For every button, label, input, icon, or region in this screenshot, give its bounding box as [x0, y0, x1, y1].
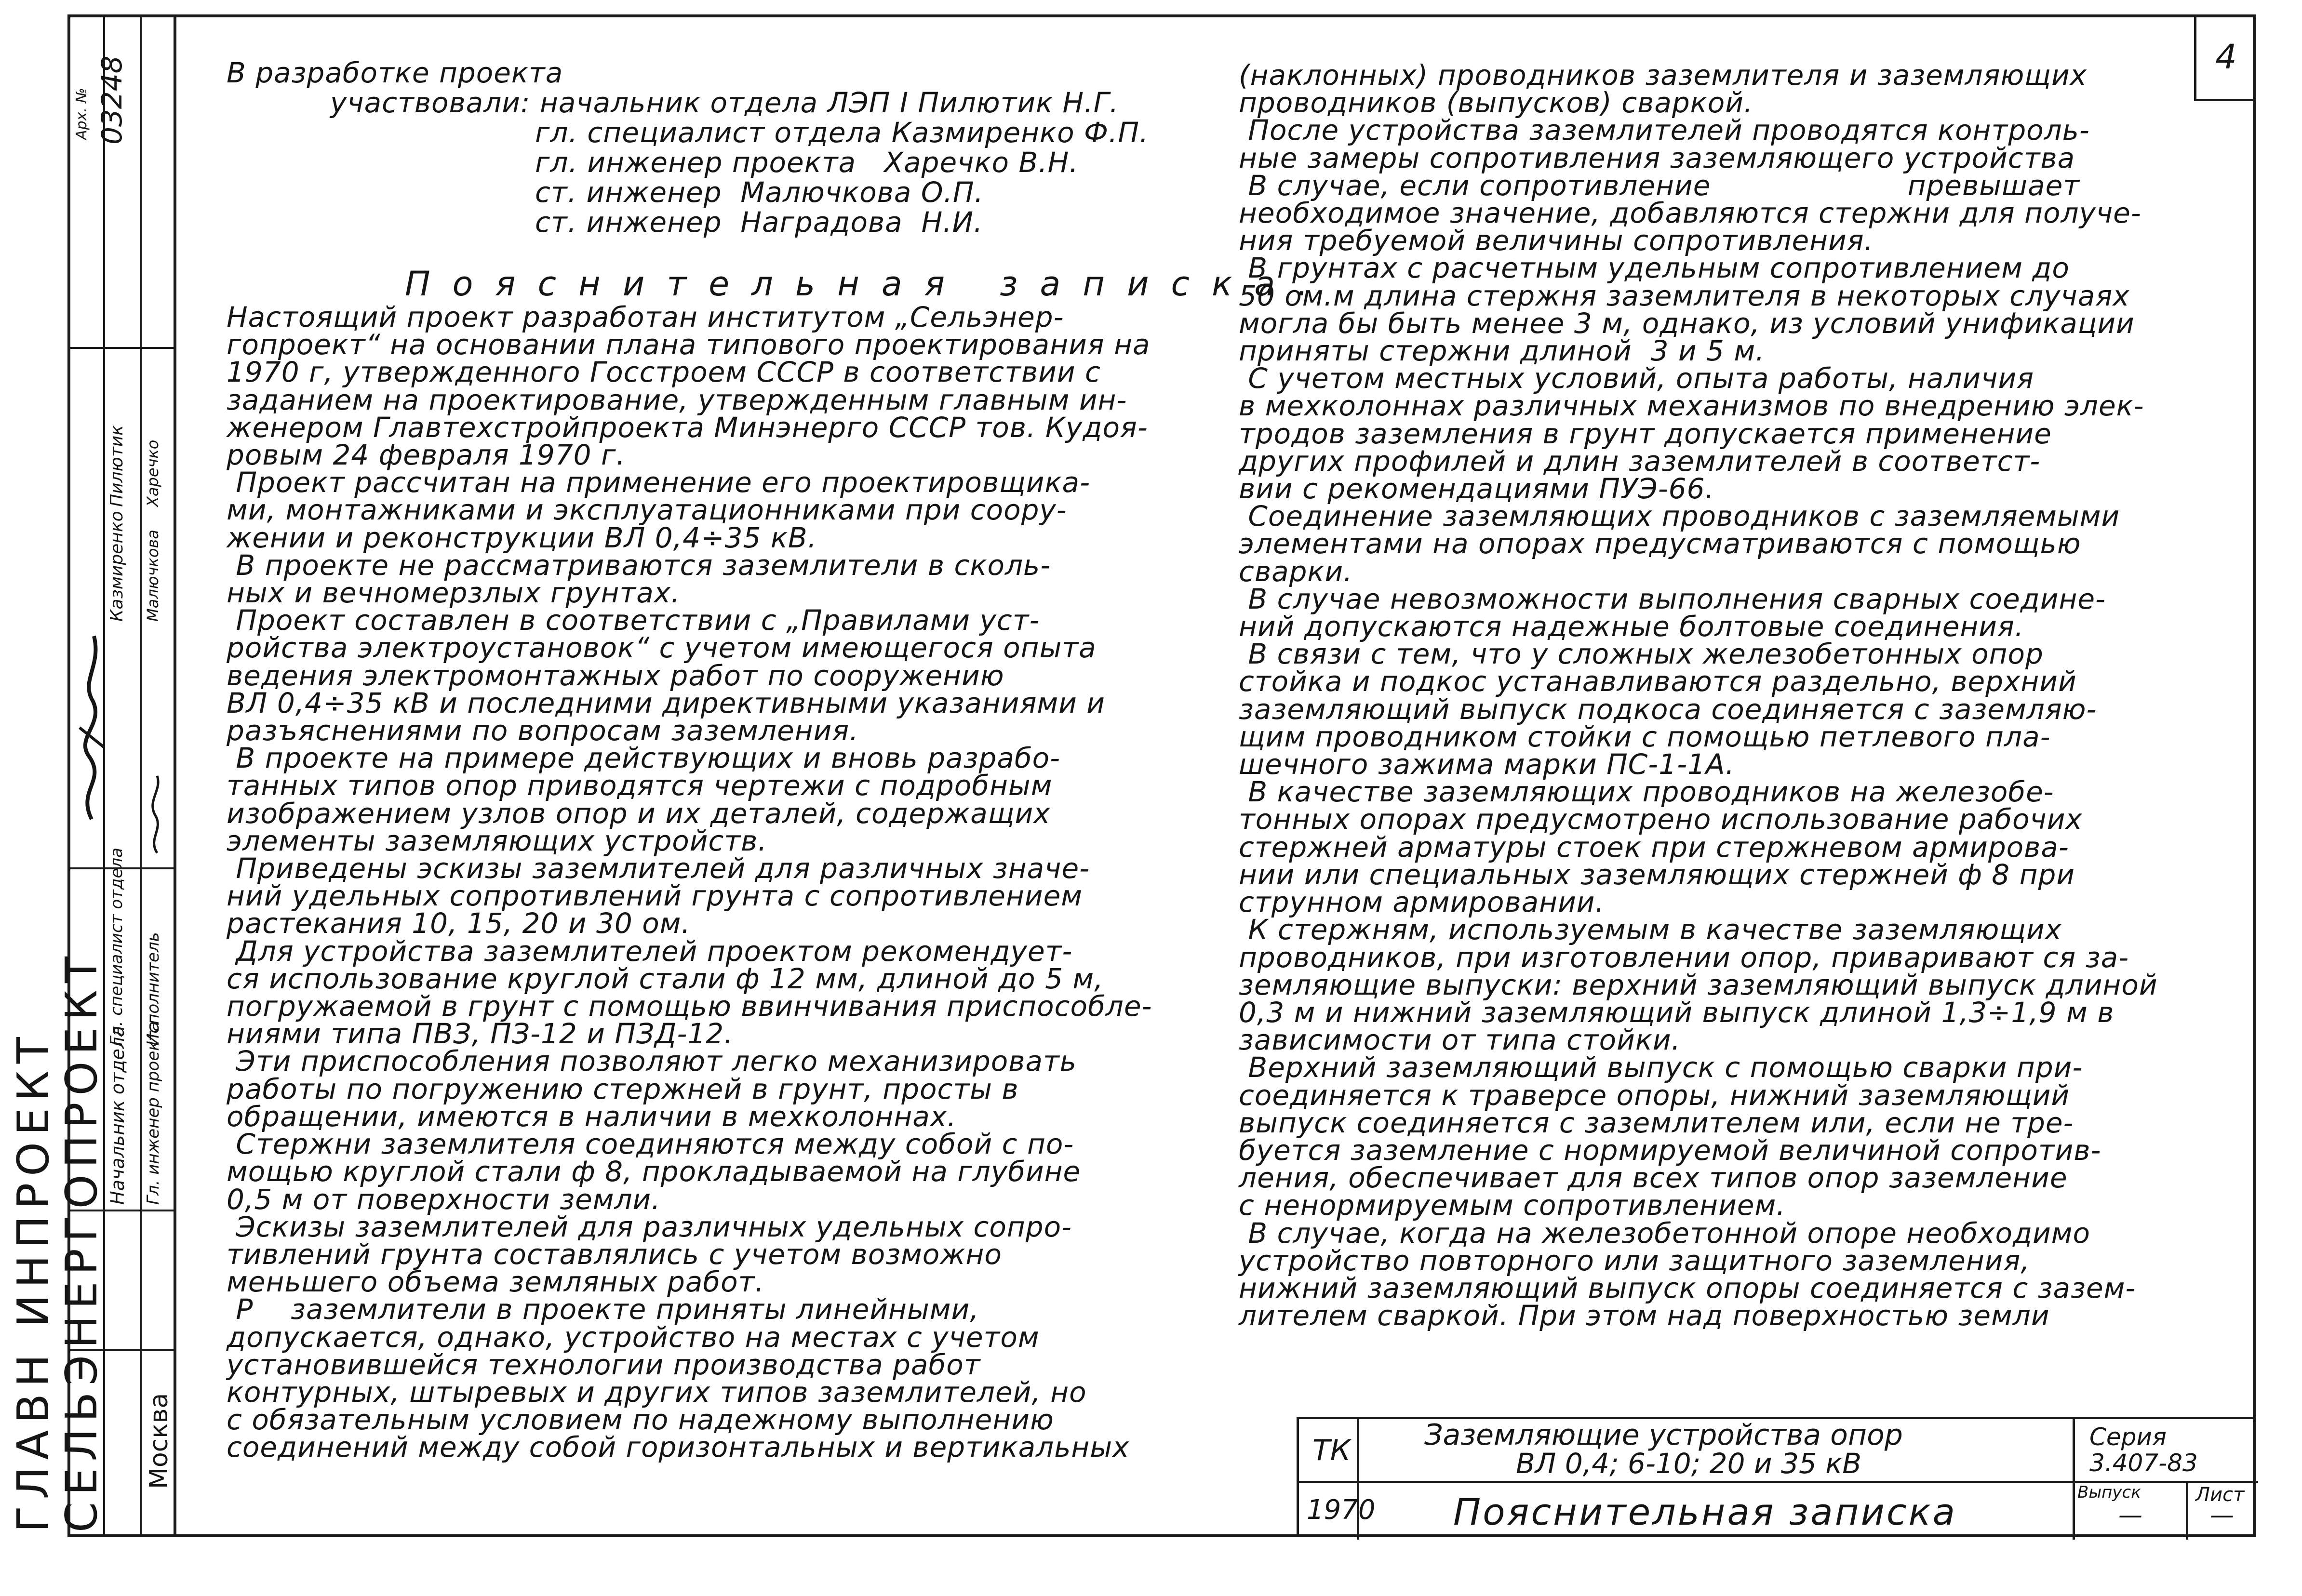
title-block	[1297, 1417, 2256, 1537]
text-line: земляющие выпуски: верхний заземляющий выпуск длиной	[1239, 968, 2158, 1001]
text-line: В связи с тем, что у сложных железобетонных опор	[1239, 638, 2044, 671]
sheet-value: —	[2210, 1501, 2234, 1529]
issue-label: Выпуск	[2077, 1483, 2141, 1502]
signature-mark	[143, 771, 172, 858]
series-label: Серия	[2089, 1423, 2167, 1451]
text-line: работы по погружению стержней в грунт, просты в	[227, 1072, 1019, 1105]
text-line: Стержни заземлителя соединяются между собой с по-	[227, 1128, 1074, 1161]
text-line: тивлений грунта составлялись с учетом возможно	[227, 1237, 1002, 1271]
text-line: ми, монтажниками и эксплуатационниками при соору-	[227, 493, 1067, 527]
text-line: жении и реконструкции ВЛ 0,4÷35 кВ.	[227, 521, 817, 554]
text-line: (наклонных) проводников заземлителя и заземляющих	[1239, 59, 2087, 92]
text-line: элементами на опорах предусматриваются с помощью	[1239, 527, 2081, 560]
text-line: В проекте не рассматриваются заземлители в сколь-	[227, 548, 1051, 582]
left-text-column	[227, 301, 1210, 1464]
signature-name: Малючкова	[144, 530, 162, 622]
text-line: В случае, когда на железобетонной опоре необходимо	[1239, 1216, 2091, 1250]
participants-line: ст. инженер Малючкова О.П.	[535, 176, 984, 209]
text-line: выпуск соединяется с заземлителем или, если не тре-	[1239, 1106, 2074, 1139]
text-line: в мехколоннах различных механизмов по внедрению элек-	[1239, 389, 2144, 423]
position-label: Исполнитель	[144, 932, 163, 1046]
subject-line-2: ВЛ 0,4; 6-10; 20 и 35 кВ	[1516, 1447, 1862, 1480]
text-line: 50 ом.м длина стержня заземлителя в некоторых случаях	[1239, 279, 2130, 312]
series-value: 3.407-83	[2089, 1449, 2198, 1477]
position-label: Гл. специалист отдела	[107, 848, 126, 1046]
text-line: могла бы быть менее 3 м, однако, из условий унификации	[1239, 306, 2135, 340]
archive-label: Арх. №	[73, 88, 90, 140]
tb-line	[2073, 1419, 2075, 1540]
text-line: В случае невозможности выполнения сварных соедине-	[1239, 582, 2106, 615]
tk-label: ТК	[1312, 1434, 1351, 1467]
text-line: шечного зажима марки ПС-1-1А.	[1239, 748, 1735, 781]
organization-stamp	[10, 950, 106, 1532]
sheet-label: Лист	[2195, 1484, 2245, 1506]
text-line: погружаемой в грунт с помощью ввинчивания приспособле-	[227, 990, 1152, 1023]
text-line: зависимости от типа стойки.	[1239, 1024, 1681, 1057]
text-line: устройство повторного или защитного заземления,	[1239, 1244, 2030, 1277]
position-label: Гл. инженер проекта	[144, 1021, 163, 1205]
participants-line: гл. специалист отдела Казмиренко Ф.П.	[535, 116, 1149, 149]
text-line: нии или специальных заземляющих стержней ф 8 при	[1239, 858, 2075, 891]
text-line: К стержням, используемым в качестве заземляющих	[1239, 913, 2062, 946]
text-line: ния требуемой величины сопротивления.	[1239, 224, 1874, 257]
text-line: соединений между собой горизонтальных и вертикальных	[227, 1431, 1130, 1464]
text-line: ВЛ 0,4÷35 кВ и последними директивными указаниями и	[227, 686, 1105, 719]
text-line: вии с рекомендациями ПУЭ-66.	[1239, 472, 1714, 505]
text-line: женером Главтехстройпроекта Минэнерго СССР тов. Кудоя-	[227, 411, 1148, 444]
participants-line: ст. инженер Наградова Н.И.	[535, 206, 983, 239]
org-line-1: ГЛАВН ИНПРОЕКТ	[8, 1030, 59, 1532]
participants-line: гл. инженер проекта Харечко В.Н.	[535, 146, 1079, 179]
text-line: В случае, если сопротивление превышает	[1239, 169, 2080, 202]
text-line: Эти приспособления позволяют легко механизировать	[227, 1045, 1077, 1078]
text-line: Для устройства заземлителей проектом рекомендует-	[227, 934, 1073, 968]
text-line: нижний заземляющий выпуск опоры соединяется с зазем-	[1239, 1271, 2136, 1304]
text-line: тродов заземления в грунт допускается применение	[1239, 417, 2052, 450]
text-line: ройства электроустановок“ с учетом имеющегося опыта	[227, 631, 1097, 665]
text-line: соединяется к траверсе опоры, нижний заземляющий	[1239, 1078, 2070, 1112]
signature-name: Пилютик	[107, 425, 127, 507]
text-line: ления, обеспечивает для всех типов опор заземление	[1239, 1161, 2068, 1195]
text-line: ся использование круглой стали ф 12 мм, длиной до 5 м,	[227, 962, 1104, 995]
text-line: ных и вечномерзлых грунтах.	[227, 576, 681, 610]
text-line: 0,5 м от поверхности земли.	[227, 1183, 661, 1216]
text-line: допускается, однако, устройство на местах с учетом	[227, 1320, 1040, 1354]
position-label: Начальник отдела	[107, 1025, 128, 1205]
text-line: сварки.	[1239, 555, 1353, 588]
doc-title: Пояснительная записка	[1453, 1490, 1957, 1533]
text-line: контурных, штыревых и других типов заземлителей, но	[227, 1375, 1087, 1409]
text-line: струнном армировании.	[1239, 886, 1605, 919]
page-number: 4	[2194, 14, 2256, 101]
text-line: необходимое значение, добавляются стержни для получе-	[1239, 197, 2141, 230]
text-line: с ненормируемым сопротивлением.	[1239, 1189, 1786, 1222]
text-line: лителем сваркой. При этом над поверхностью земли	[1239, 1299, 2050, 1332]
text-line: ний удельных сопротивлений грунта с сопротивлением	[227, 879, 1083, 913]
text-line: В качестве заземляющих проводников на железобе-	[1239, 775, 2054, 809]
text-line: других профилей и длин заземлителей в соответст-	[1239, 444, 2041, 478]
text-line: буется заземление с нормируемой величиной сопротив-	[1239, 1133, 2101, 1167]
text-line: Р заземлители в проекте приняты линейными,	[227, 1293, 979, 1326]
city-label: Москва	[145, 1393, 174, 1489]
text-line: ниями типа ПВЗ, ПЗ-12 и ПЗД-12.	[227, 1017, 734, 1051]
text-line: гопроект“ на основании плана типового проектирования на	[227, 328, 1151, 361]
strip-divider	[140, 14, 142, 1537]
text-line: установившейся технологии производства работ	[227, 1348, 981, 1381]
signature-mark	[72, 626, 111, 829]
text-line: стойка и подкос устанавливаются раздельно, верхний	[1239, 665, 2077, 698]
participants-line: участвовали: начальник отдела ЛЭП I Пилютик Н.Г.	[330, 86, 1119, 119]
text-line: В грунтах с расчетным удельным сопротивлением до	[1239, 252, 2070, 285]
text-line: проводников (выпусков) сваркой.	[1239, 86, 1753, 120]
text-line: щим проводником стойки с помощью петлевого пла-	[1239, 720, 2051, 753]
archive-number: 03248	[95, 55, 128, 145]
text-line: танных типов опор приводятся чертежи с подробным	[227, 769, 1053, 802]
text-line: мощью круглой стали ф 8, прокладываемой на глубине	[227, 1155, 1081, 1188]
text-line: заземляющий выпуск подкоса соединяется с заземляю-	[1239, 692, 2097, 726]
text-line: элементы заземляющих устройств.	[227, 824, 767, 857]
strip-row-line	[67, 347, 176, 349]
text-line: Соединение заземляющих проводников с заземляемыми	[1239, 500, 2120, 533]
participants-line: В разработке проекта	[227, 56, 563, 89]
text-line: заданием на проектирование, утвержденным главным ин-	[227, 383, 1127, 416]
issue-value: —	[2118, 1501, 2142, 1529]
text-line: ний допускаются надежные болтовые соединения.	[1239, 610, 2024, 643]
text-line: 1970 г, утвержденного Госстроем СССР в соответствии с	[227, 356, 1101, 389]
text-line: изображением узлов опор и их деталей, содержащих	[227, 797, 1051, 830]
text-line: ровым 24 февраля 1970 г.	[227, 439, 626, 472]
text-line: меньшего объема земляных работ.	[227, 1265, 764, 1299]
text-line: 0,3 м и нижний заземляющий выпуск длиной 1,3÷1,9 м в	[1239, 996, 2115, 1029]
text-line: тонных опорах предусмотрено использование рабочих	[1239, 803, 2083, 836]
subject-line-1: Заземляющие устройства опор	[1424, 1418, 1903, 1452]
text-line: С учетом местных условий, опыта работы, наличия	[1239, 362, 2034, 395]
text-line: стержней арматуры стоек при стержневом армирова-	[1239, 830, 2069, 864]
text-line: растекания 10, 15, 20 и 30 ом.	[227, 907, 691, 940]
tb-line	[2186, 1481, 2188, 1540]
text-line: После устройства заземлителей проводятся контроль-	[1239, 114, 2090, 147]
text-line: с обязательным условием по надежному выполнению	[227, 1403, 1054, 1436]
text-line: Проект рассчитан на применение его проектировщика-	[227, 466, 1090, 499]
participants-block	[227, 58, 1149, 237]
text-line: ведения электромонтажных работ по сооружению	[227, 659, 1004, 692]
text-line: В проекте на примере действующих и вновь разрабо-	[227, 742, 1061, 775]
year-value: 1970	[1307, 1494, 1376, 1526]
text-line: проводников, при изготовлении опор, приваривают ся за-	[1239, 941, 2129, 974]
org-line-2: СЕЛЬЭНЕРГОПРОЕКТ	[56, 949, 107, 1532]
text-line: Проект составлен в соответствии с „Правилами уст-	[227, 604, 1040, 637]
signature-name: Казмиренко	[107, 511, 127, 622]
text-line: Приведены эскизы заземлителей для различных значе-	[227, 852, 1090, 885]
text-line: приняты стержни длиной 3 и 5 м.	[1239, 334, 1765, 368]
text-line: разъяснениями по вопросам заземления.	[227, 714, 859, 747]
right-text-column	[1239, 59, 2227, 1332]
text-line: Эскизы заземлителей для различных удельных сопро-	[227, 1210, 1072, 1243]
text-line: ные замеры сопротивления заземляющего устройства	[1239, 141, 2075, 174]
text-line: Верхний заземляющий выпуск с помощью сварки при-	[1239, 1051, 2083, 1084]
text-line: обращении, имеются в наличии в мехколоннах.	[227, 1100, 957, 1133]
signature-name: Харечко	[144, 439, 162, 507]
text-line: Настоящий проект разработан институтом „Сельэнер-	[227, 301, 1064, 333]
document-title: Пояснительная записка.	[405, 264, 1330, 304]
